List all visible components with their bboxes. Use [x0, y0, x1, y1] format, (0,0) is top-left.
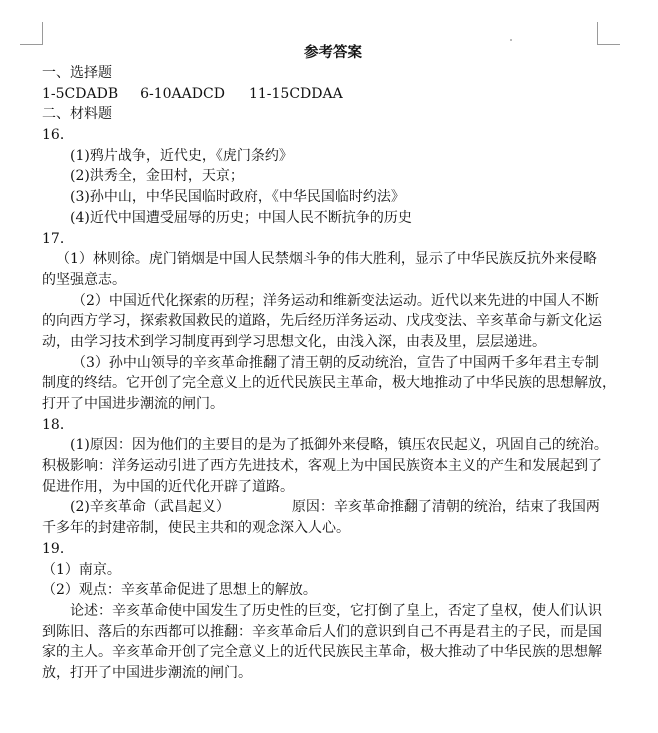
- q18-paragraph-line: (1)原因：因为他们的主要目的是为了抵御外来侵略，镇压农民起义，巩固自己的统治。: [70, 437, 608, 454]
- margin-dot: [510, 39, 512, 41]
- q17-paragraph-line: （1）林则徐。虎门销烟是中国人民禁烟斗争的伟大胜利，显示了中华民族反抗外来侵略: [56, 251, 597, 268]
- q16-answer-line: (4)近代中国遭受屈辱的历史；中国人民不断抗争的历史: [70, 209, 412, 226]
- q16-answer-line: (1)鸦片战争，近代史，《虎门条约》: [70, 147, 293, 164]
- q18-paragraph-line: 千多年的封建帝制，使民主共和的观念深入人心。: [42, 520, 350, 537]
- q18-paragraph-line: 积极影响：洋务运动引进了西方先进技术，客观上为中国民族资本主义的产生和发展起到了: [42, 458, 602, 475]
- question-number-17: 17．: [42, 230, 74, 247]
- section-heading-choice: 一、选择题: [42, 65, 112, 81]
- q18-paragraph-line: [42, 497, 604, 518]
- choice-answers: [42, 84, 604, 105]
- question-number-19: 19．: [42, 540, 74, 557]
- question-number-18: 18．: [42, 416, 74, 433]
- q19-paragraph-line: 论述：辛亥革命使中国发生了历史性的巨变，它打倒了皇上，否定了皇权，使人们认识: [70, 602, 602, 619]
- answer-group-3: 11-15CDDAA: [248, 85, 343, 102]
- q18-part2-answer: (2)辛亥革命（武昌起义）: [70, 499, 230, 516]
- q18-paragraph-line: 促进作用，为中国的近代化开辟了道路。: [42, 478, 294, 495]
- q17-paragraph-line: （2）中国近代化探索的历程；洋务运动和维新变法运动。近代以来先进的中国人不断: [72, 292, 599, 309]
- section-heading-material: 二、材料题: [42, 106, 112, 123]
- answer-group-1: 1-5CDADB: [42, 85, 119, 102]
- q19-paragraph-line: 放，打开了中国进步潮流的闸门。: [42, 664, 252, 681]
- q19-paragraph-line: 家的主人。辛亥革命开创了完全意义上的近代民族民主革命，极大推动了中华民族的思想解: [42, 644, 602, 661]
- document-body: [42, 42, 616, 684]
- q19-answer-line: （1）南京。: [42, 561, 121, 578]
- question-number-16: 16．: [42, 127, 74, 144]
- q17-paragraph-line: 打开了中国进步潮流的闸门。: [42, 396, 224, 412]
- q17-paragraph-line: 制度的终结。它开创了完全意义上的近代民族民主革命，极大地推动了中华民族的思想解放，: [42, 375, 616, 392]
- q19-paragraph-line: 到陈旧、落后的东西都可以推翻：辛亥革命后人们的意识到自己不再是君主的子民，而是国: [42, 623, 602, 640]
- q16-answer-line: (3)孙中山，中华民国临时政府，《中华民国临时约法》: [70, 189, 405, 206]
- q17-paragraph-line: （3）孙中山领导的辛亥革命推翻了清王朝的反动统治，宣告了中国两千多年君主专制: [72, 354, 599, 371]
- q19-answer-line: （2）观点：辛亥革命促进了思想上的解放。: [42, 582, 317, 599]
- q16-answer-line: (2)洪秀全，金田村，天京；: [70, 168, 244, 185]
- q17-paragraph-line: 的向西方学习，探索救国救民的道路，先后经历洋务运动、戊戌变法、辛亥革命与新文化运: [42, 313, 602, 330]
- q17-paragraph-line: 动，由学习技术到学习制度再到学习思想文化，由浅入深，由表及里，层层递进。: [42, 333, 546, 350]
- margin-corner-top-left: [20, 22, 43, 45]
- q17-paragraph-line: 的坚强意志。: [42, 271, 126, 288]
- page-title: 参考答案: [304, 44, 362, 61]
- answer-group-2: 6-10AADCD: [140, 85, 225, 102]
- q18-part2-reason: 原因：辛亥革命推翻了清朝的统治，结束了我国两: [291, 499, 600, 516]
